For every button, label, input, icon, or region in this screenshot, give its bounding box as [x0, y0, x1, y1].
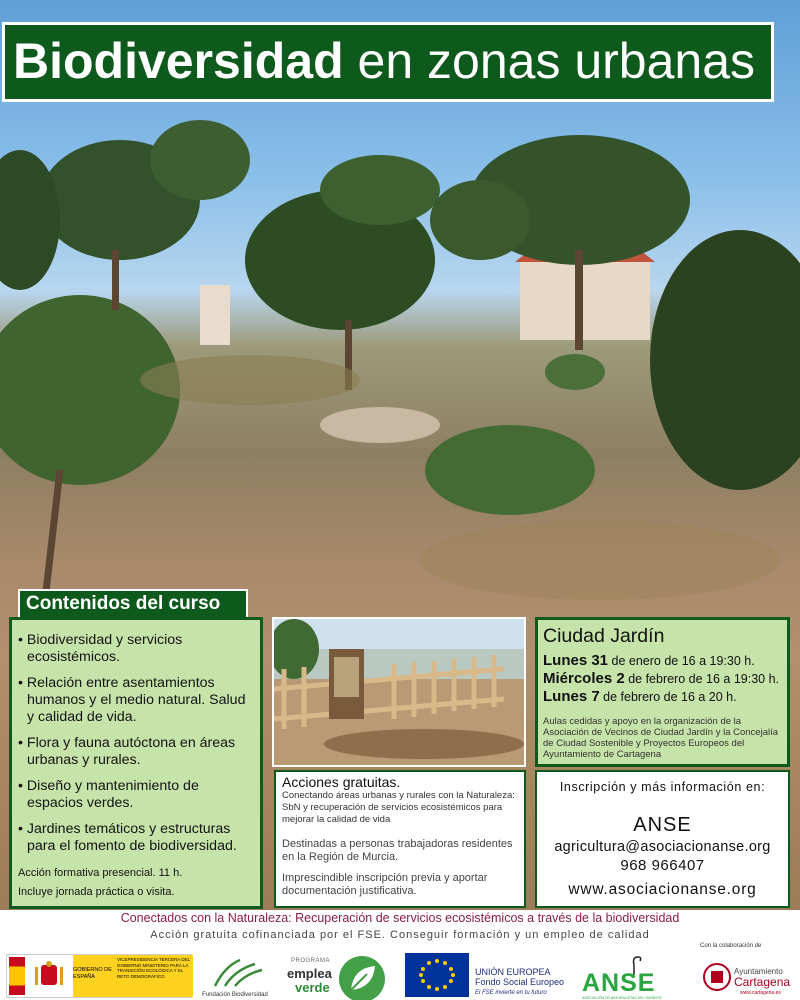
session-date: [543, 652, 782, 670]
ciudad-panel: [535, 617, 790, 767]
imprescindible-text: Imprescindible inscripción previa y aportar documentación justificativa.: [282, 872, 488, 897]
spain-flag-icon: [9, 957, 25, 995]
footer-funding-line: Acción gratuita cofinanciada por el FSE. Conseguir formación y un empleo de calidad: [150, 929, 650, 941]
session-date: [543, 670, 782, 688]
ciudad-note: Aulas cedidas y apoyo en la organización de la Asociación de Vecinos de Ciudad Jardín y la Concejalía de Ciudad Sostenible y Proyectos Europeos del Ayuntamiento de Cartagena: [543, 716, 779, 760]
session-day: Lunes 31: [543, 652, 609, 669]
session-time: de febrero de 16 a 19:30 h.: [624, 672, 780, 686]
gobierno-espana-logo: [6, 954, 192, 998]
footer-project-line: Conectados con la Naturaleza: Recuperación de servicios ecosistémicos a través de la biodiversidad: [120, 911, 680, 925]
verde-label: verde: [295, 980, 330, 995]
anse-logo: [582, 955, 682, 999]
eu-flag-icon: [405, 953, 469, 997]
acciones-panel: [274, 770, 526, 908]
inscripcion-panel: [535, 770, 790, 908]
ministerio-label: VICEPRESIDENCIA TERCERA DEL GOBIERNO MINISTERIO PARA LA TRANSICIÓN ECOLÓGICA Y EL RETO DEMOGRÁFICO: [117, 957, 191, 979]
emplea-verde-logo: [285, 956, 385, 998]
acciones-heading: Acciones gratuitas.: [282, 774, 401, 790]
anse-subtitle: ASOCIACIÓN DE NATURALISTAS DEL SURESTE: [582, 996, 662, 1000]
destinadas-text: Destinadas a personas trabajadoras residentes en la Región de Murcia.: [282, 838, 513, 863]
contenidos-list: [18, 632, 254, 855]
org-name: ANSE: [633, 814, 692, 836]
contenidos-panel: [9, 617, 263, 909]
gobierno-label: GOBIERNO DE ESPAÑA: [73, 967, 112, 980]
session-day: Miércoles 2: [543, 670, 625, 687]
coat-of-arms-icon: [29, 961, 69, 991]
fundacion-label: Fundación Biodiversidad: [202, 992, 268, 998]
leaf-icon: [339, 956, 385, 1000]
anse-wordmark: ANSE: [582, 969, 656, 997]
contenidos-item: • Biodiversidad y servicios ecosistémicos.: [18, 632, 254, 666]
session-date: [543, 688, 782, 706]
title-bold-text: Biodiversidad: [13, 33, 344, 89]
garden-photo: [272, 617, 526, 767]
ayuntamiento-label: Ayuntamiento: [734, 967, 783, 976]
page-title: [2, 22, 774, 102]
website-link[interactable]: www.asociacionanse.org: [568, 881, 757, 898]
contenidos-item: • Jardines temáticos y estructuras para el fomento de biodiversidad.: [18, 821, 254, 855]
emplea-label: emplea: [287, 966, 332, 981]
jornada-note: Incluye jornada práctica o visita.: [18, 886, 175, 898]
fse-tagline: El FSE invierte en tu futuro: [475, 990, 547, 996]
session-time: de febrero de 16 a 20 h.: [599, 690, 737, 704]
collaboration-label: Con la colaboración de: [700, 943, 762, 949]
cartagena-shield-icon: [702, 959, 732, 995]
session-time: de enero de 16 a 19:30 h.: [608, 654, 755, 668]
ayuntamiento-cartagena-logo: [700, 955, 800, 999]
contenidos-heading: Contenidos del curso: [18, 589, 248, 619]
ue-label: UNIÓN EUROPEA Fondo Social Europeo: [475, 967, 565, 987]
acciones-description: Conectando áreas urbanas y rurales con la Naturaleza: SbN y recuperación de servicios ecosistémicos para mejorar la calidad de vida: [282, 790, 515, 825]
grass-icon: [200, 956, 270, 988]
contenidos-item: • Relación entre asentamientos humanos y el medio natural. Salud y calidad de vida.: [18, 675, 254, 726]
fundacion-biodiversidad-logo: [200, 956, 270, 998]
union-europea-logo: [405, 953, 565, 999]
cartagena-label: Cartagena: [734, 975, 791, 989]
ciudad-heading: Ciudad Jardín: [543, 625, 665, 647]
cartagena-web: www.cartagena.es: [740, 990, 781, 996]
programa-label: PROGRAMA: [291, 958, 331, 964]
email-link[interactable]: agricultura@asociacionanse.org: [554, 839, 771, 855]
contenidos-item: • Diseño y mantenimiento de espacios verdes.: [18, 778, 254, 812]
phone-number[interactable]: 968 966407: [620, 857, 705, 874]
session-day: Lunes 7: [543, 688, 600, 705]
modalidad-note: Acción formativa presencial. 11 h.: [18, 867, 183, 879]
inscripcion-heading: Inscripción y más información en:: [559, 780, 766, 794]
contenidos-item: • Flora y fauna autóctona en áreas urbanas y rurales.: [18, 735, 254, 769]
title-rest-text: en zonas urbanas: [343, 33, 756, 89]
